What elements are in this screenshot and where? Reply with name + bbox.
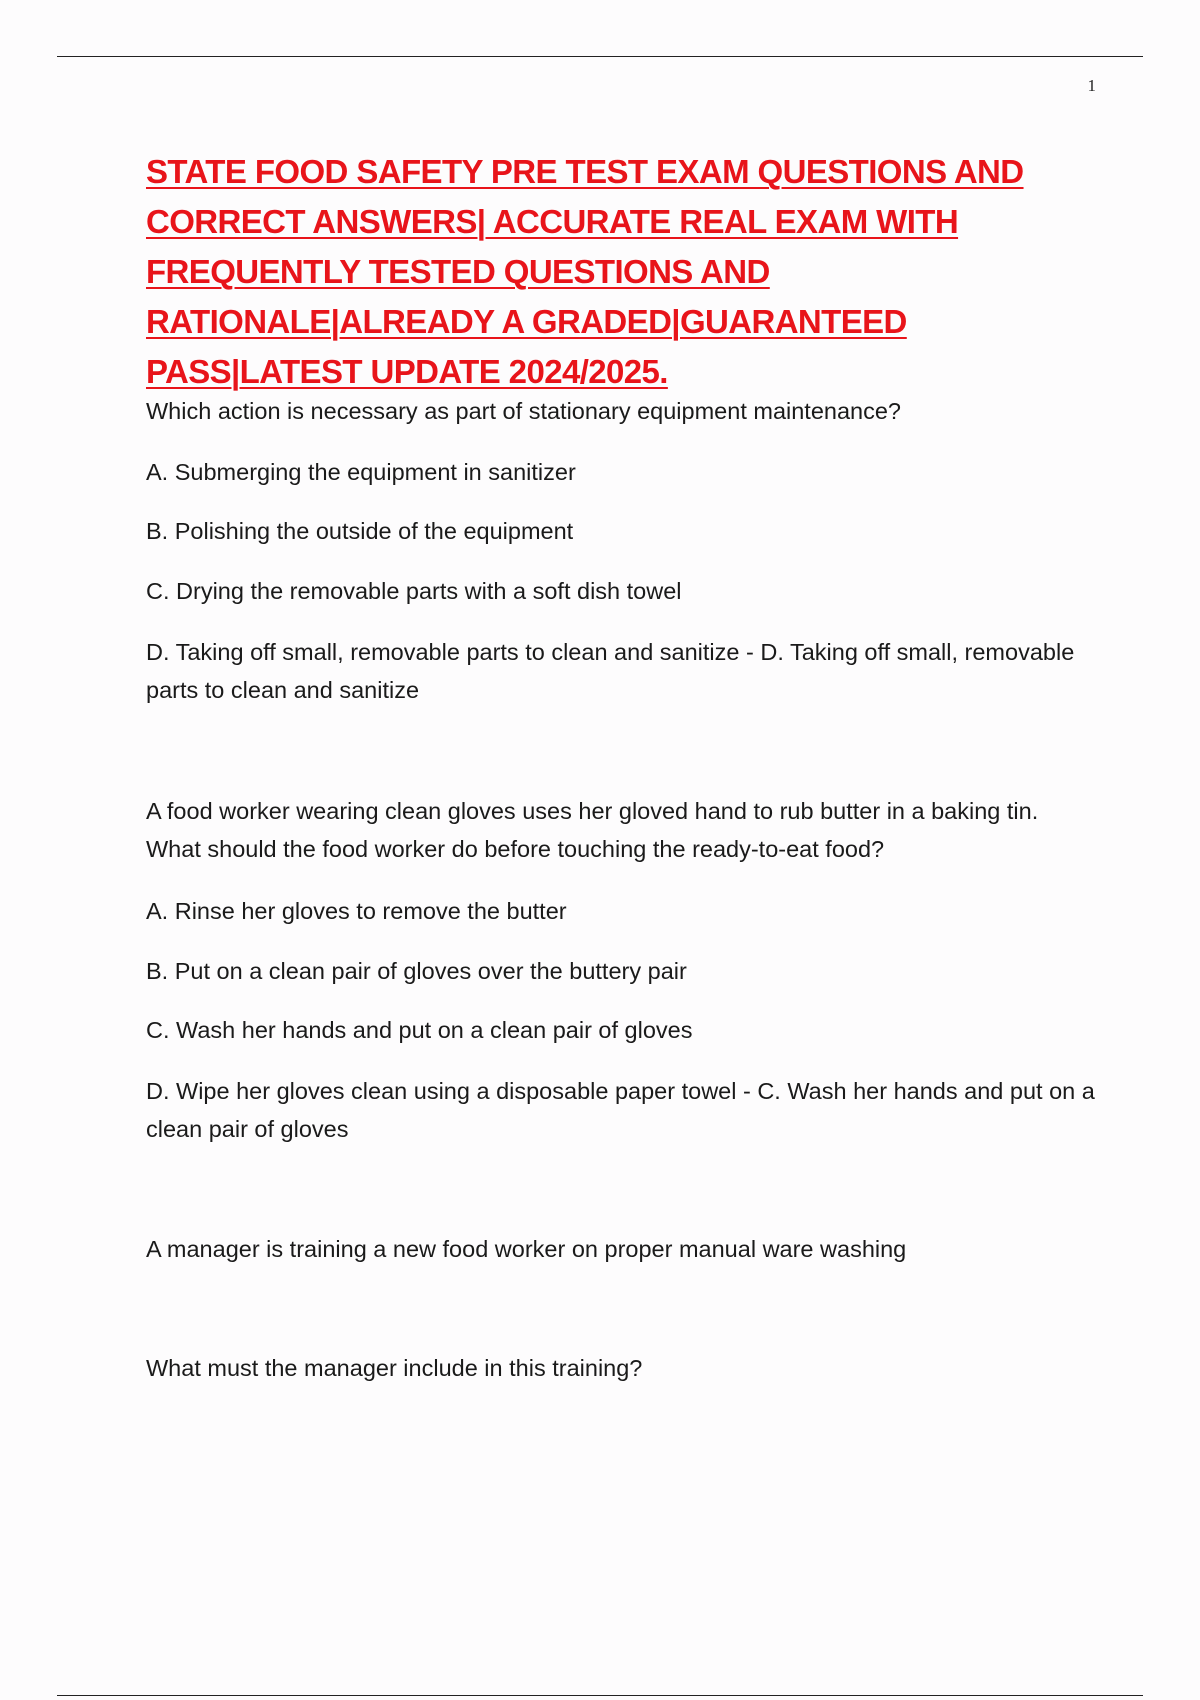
question-2-option-b: B. Put on a clean pair of gloves over the buttery pair (146, 958, 687, 984)
question-1-option-d: D. Taking off small, removable parts to clean and sanitize - D. Taking off small, removable parts to clean and sanitize (146, 639, 1075, 703)
question-2-option-a: A. Rinse her gloves to remove the butter (146, 898, 567, 924)
header-rule (57, 56, 1143, 57)
question-1-option-b: B. Polishing the outside of the equipment (146, 518, 574, 544)
page-number: 1 (1087, 76, 1096, 95)
question-2-option-c: C. Wash her hands and put on a clean pair of gloves (146, 1017, 693, 1043)
question-2-option-d: D. Wipe her gloves clean using a disposable paper towel - C. Wash her hands and put on a clean pair of gloves (146, 1078, 1095, 1142)
question-1-option-c: C. Drying the removable parts with a soft dish towel (146, 578, 682, 604)
document-title: STATE FOOD SAFETY PRE TEST EXAM QUESTIONS AND CORRECT ANSWERS| ACCURATE REAL EXAM WITH FREQUENTLY TESTED QUESTIONS AND RATIONALE|ALREADY A GRADED|GUARANTEED PASS|LATEST UPDATE 2024/2025. (146, 153, 1024, 390)
footer-rule (57, 1695, 1143, 1696)
question-3-prompt: A manager is training a new food worker on proper manual ware washing (146, 1236, 907, 1262)
question-3-followup: What must the manager include in this training? (146, 1355, 643, 1381)
question-1-option-a: A. Submerging the equipment in sanitizer (146, 459, 576, 485)
question-2-prompt: A food worker wearing clean gloves uses her gloved hand to rub butter in a baking tin. What should the food worker do before touching the ready-to-eat food? (146, 798, 1039, 862)
question-1-prompt: Which action is necessary as part of stationary equipment maintenance? (146, 398, 902, 424)
